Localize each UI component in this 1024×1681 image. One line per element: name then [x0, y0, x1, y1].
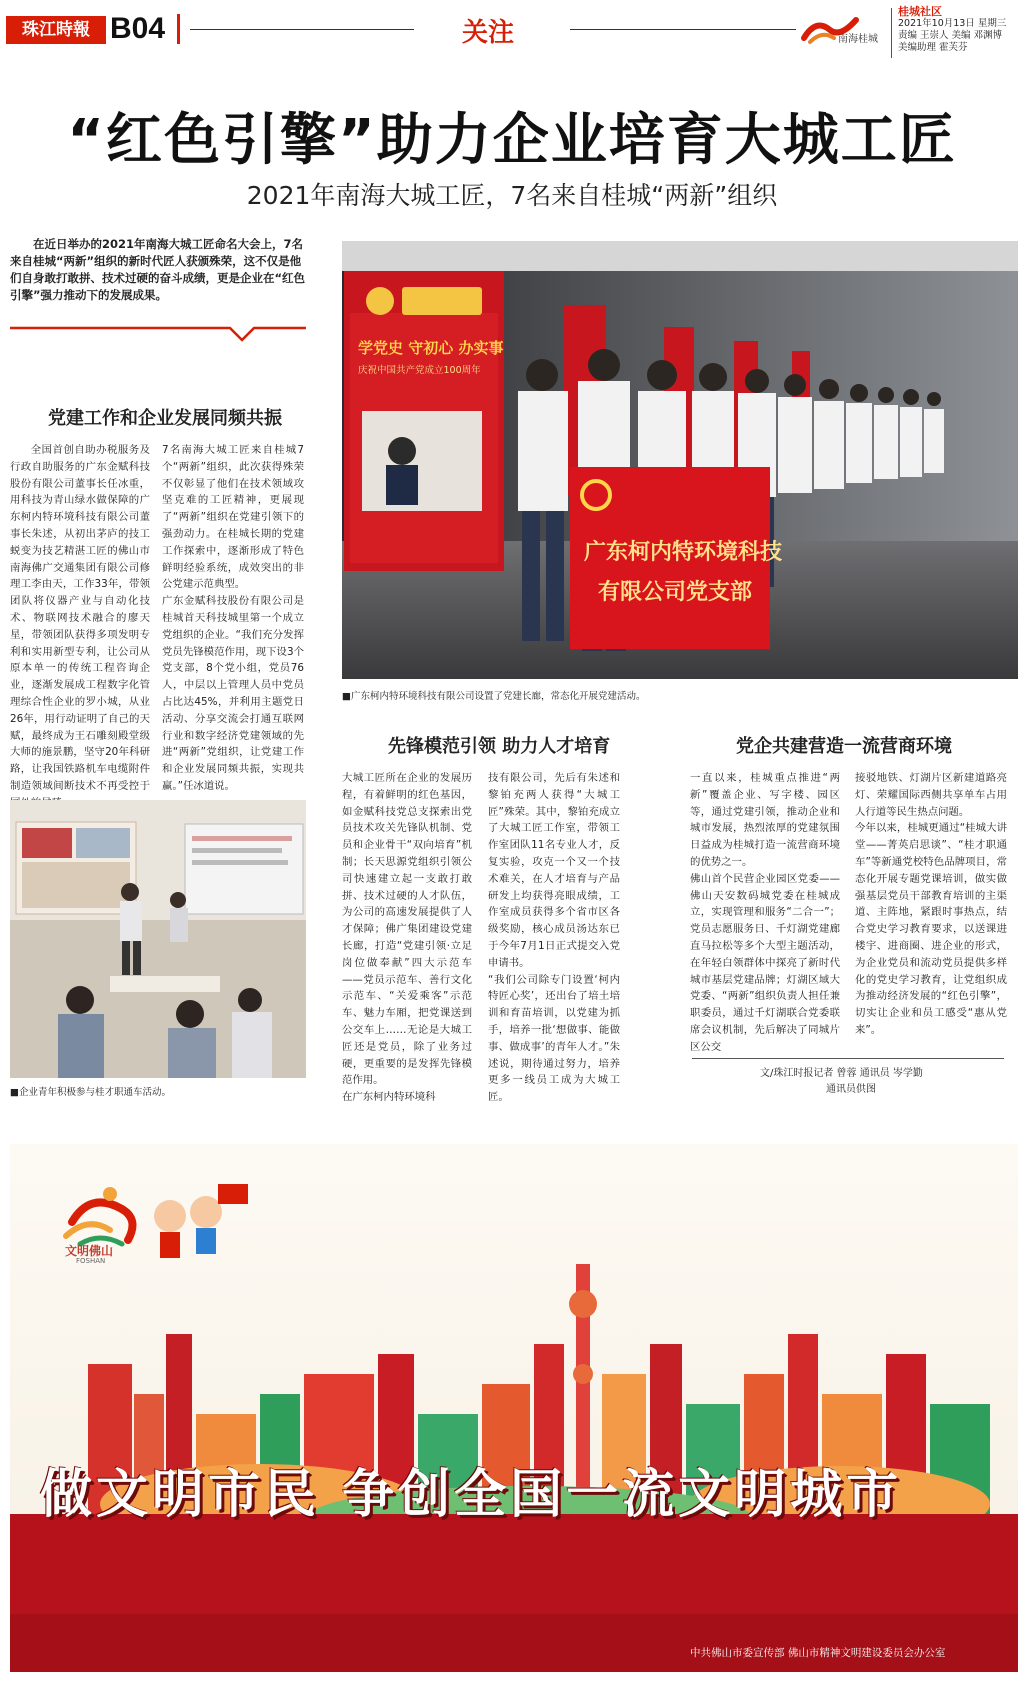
masthead-rule-left	[190, 29, 414, 30]
credit-rule	[692, 1058, 1004, 1059]
section2-column-1: 大城工匠所在企业的发展历程，有着鲜明的红色基因，如金赋科技党总支探索出党员技术攻关先锋队机制、党员和企业骨干“双向培育”机制；长天思源党组织引领公司快速建立起一支敢打敢拼、技术过硬的人才队伍，为公司的高速发展提供了人才保障；佛广集团建设党建长廊，打造“党建引领·立足岗位做奉献”四大示范车——党员示范车、善行文化示范车、“关爱乘客”示范车、魅力车厢，把党课送到公交车上……无论是大城工匠还是党员，除了业务过硬，更重要的是发挥先锋模范作用。 在广东柯内特环境科	[342, 772, 472, 1104]
workshop-photo-illustration	[10, 800, 306, 1078]
banner-sponsors: 中共佛山市委宣传部 佛山市精神文明建设委员会办公室	[690, 1647, 946, 1659]
byline: 文/珠江时报记者 曾蓉 通讯员 岑学勤	[760, 1068, 923, 1079]
main-photo-illustration	[342, 241, 1018, 679]
section1-col1-text: 全国首创自助办税服务及行政自助服务的广东金赋科技股份有限公司董事长任冰重，用科技为青山绿水做保障的广东柯内特环境科技有限公司董事长朱述，从初出茅庐的技工蜕变为技艺精湛工匠的佛山市南海佛广交通集团有限公司修理工李由天，工作33年，带领团队将仪器产业与自动化技术、物联网技术融合的廖天星，带领团队获得多项发明专利和实用新型专利，让公司从原本单一的传统工程咨询企业，逐渐发展成工程数字化管理综合性企业的罗小城，从业26年，用行动证明了自己的天赋，最终成为王石雕刻殿堂级大师的施景鹏，坚守20年科研路，让我国铁路机车电缆附件制造领域间断技术不再受控于	[10, 444, 150, 792]
subheadline: 2021年南海大城工匠，7名来自桂城“两新”组织	[246, 181, 778, 210]
flag-text-line1: 广东柯内特环境科技	[584, 540, 783, 565]
column-title: 桂城社区	[898, 5, 942, 18]
banner-illustration	[10, 1144, 1018, 1672]
masthead-divider	[891, 8, 892, 58]
section3-column-1: 一直以来，桂城重点推进“两新”覆盖企业、写字楼、园区等，通过党建引领，推动企业和城市发展，热烈浓厚的党建氛围日益成为桂城打造一流营商环境的优势之一。 佛山首个民营企业园区党委——佛山天安数码城党委在桂城成立，实现管理和服务“二合一”；党员志愿服务日、千灯湖党建廊直马拉松等多个大型主题活动，在年轻白领群体中探亮了新时代城市基层党建品牌；灯湖区域大党委、“两新”组织负责人担任兼职委员，通过千灯湖联合党委联席会议机制，先后解决了同城片区公交	[690, 772, 840, 1053]
display-board-slogan: 学党史 守初心 办实事	[358, 339, 504, 357]
masthead-red-bar	[177, 14, 180, 44]
editor-assistant: 美编助理 霍芙芬	[898, 42, 968, 53]
section1-column-1	[10, 442, 150, 812]
headline: “红色引擎”助力企业培育大城工匠	[67, 108, 957, 173]
lead-divider-arrow	[10, 322, 306, 346]
flag-text-line2: 有限公司党支部	[598, 580, 753, 605]
issue-date: 2021年10月13日 星期三	[898, 18, 1007, 29]
brand-name: 南海桂城	[838, 34, 878, 45]
banner-slogan: 做文明市民 争创全国一流文明城市	[40, 1465, 903, 1525]
section2-column-2: 技有限公司，先后有朱述和黎铂充两人获得“大城工匠”殊荣。其中，黎铂充成立了大城工匠工作室，带领工作室团队11名专业人才，反复实验，攻克一个又一个技术难关，在人才培育与产品研发上均获得亮眼成绩，工作室成员获得多个省市区各级奖励，核心成员汤达东已于今年7月1日正式提交入党申请书。 “我们公司除专门设置‘柯内特匠心奖’，还出台了培土培训和育苗培训，以党建为抓手，培养一批‘想做事、能做事、做成事’的青年人才。”朱述说，期待通过努力，培养更多一线员工成为大城工匠。	[488, 772, 620, 1104]
section1-heading: 党建工作和企业发展同频共振	[48, 408, 282, 429]
workshop-photo	[10, 800, 306, 1078]
section3-column-2: 接驳地铁、灯湖片区新建道路亮灯、荣耀国际西侧共享单车占用人行道等民生热点问题。 今年以来，桂城更通过“桂城大讲堂——菁英启思谈”、“桂才职通车”等新通党校特色品牌项目，常态化开展专题党课培训，做实做强基层党员干部教育培训的主渠道、主阵地，紧跟时事热点，结合党史学习教育要求，以送课进楼宇、进商圈、进企业的形式，为企业党员和流动党员提供多样化的党史学习教育，让党组织成为推动经济发展的“红色引擎”，切实让企业和员工感受“惠从党来”。	[855, 772, 1007, 1036]
masthead-rule-right	[570, 29, 796, 30]
civilization-logo-text: 文明佛山	[65, 1244, 114, 1258]
lead-paragraph: 在近日举办的2021年南海大城工匠命名大会上，7名来自桂城“两新”组织的新时代匠人获颁殊荣，这不仅是他们自身敢打敢拼、技术过硬的奋斗成绩，更是企业在“红色引擎”强力推动下的发展成果。	[10, 237, 306, 302]
workshop-photo-caption: ■企业青年积极参与桂才职通车活动。	[10, 1087, 171, 1098]
section3-heading: 党企共建营造一流营商环境	[736, 736, 952, 757]
paper-name-logo: 珠江時報	[6, 16, 106, 44]
editors: 责编 王崇人 美编 邓渊博	[898, 30, 1003, 41]
main-photo-caption: ■广东柯内特环境科技有限公司设置了党建长廊，常态化开展党建活动。	[342, 691, 646, 702]
section1-column-2: 7名南海大城工匠来自桂城7个“两新”组织，此次获得殊荣不仅彰显了他们在技术领域攻坚克难的工匠精神，更展现了“两新”组织在党建引领下的强劲动力。在桂城长期的党建工作探索中，逐渐形成了特色鲜明经验系统，成效突出的非公党建示范典型。 广东金赋科技股份有限公司是桂城首天科技城里第一个成立党组织的企业。“我们充分发挥党员先锋模范作用，现下设3个党支部，8个党小组，党员76人，中层以上管理人员中党员占比达45%，并利用主题党日活动、分享交流会打通互联网行业和数字经济党建领域的先进“两新”党组织，让党建工作和企业发展同频共振，实现共赢。”任冰道说。	[162, 444, 304, 792]
page-number: B04	[110, 12, 166, 45]
civilization-logo-subtext: FOSHAN	[76, 1257, 106, 1265]
main-photo	[342, 241, 1018, 679]
photo-credit: 通讯员供图	[826, 1084, 876, 1095]
masthead-info	[898, 6, 1006, 54]
section2-heading: 先锋模范引领 助力人才培育	[388, 736, 611, 757]
civilization-banner	[10, 1144, 1018, 1672]
section-label: 关注	[462, 18, 515, 48]
display-board-subtitle: 庆祝中国共产党成立100周年	[358, 365, 481, 376]
